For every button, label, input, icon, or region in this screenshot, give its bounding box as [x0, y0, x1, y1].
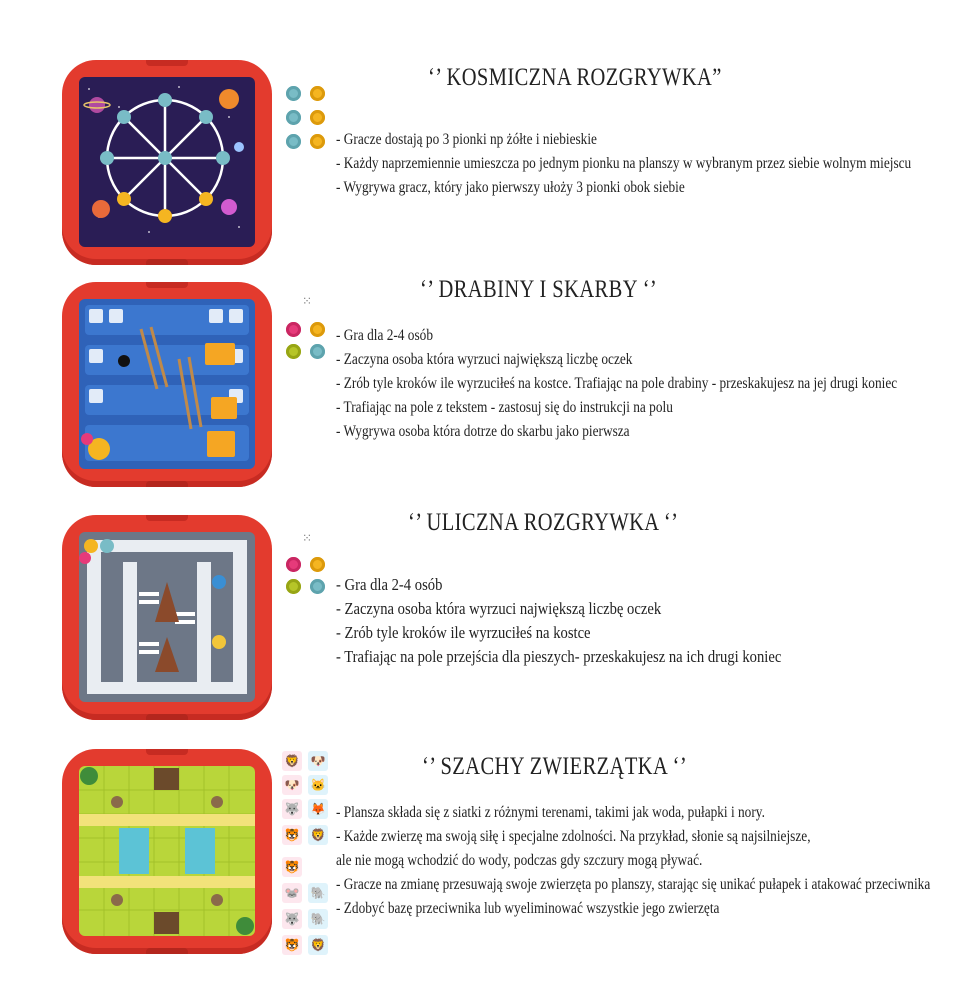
ladders-board [79, 299, 255, 469]
teal-piece-icon [310, 579, 325, 594]
rule-item: - Zrób tyle kroków ile wyrzuciłeś na kostce [336, 623, 591, 642]
yellow-piece-icon [310, 134, 325, 149]
pink-piece-icon [286, 322, 301, 337]
space-board-graphic [79, 77, 255, 247]
section-space-game [0, 0, 961, 250]
teal-piece-icon [286, 110, 301, 125]
rule-item: - Gra dla 2-4 osób [336, 575, 443, 594]
chess-board-frame [62, 749, 272, 954]
elephant-icon: 🐘 [308, 883, 328, 903]
lime-piece-icon [286, 579, 301, 594]
section-title: ‘’ DRABINY I SKARBY ‘’ [420, 276, 658, 303]
rule-item: - Każde zwierzę ma swoją siłę i specjalne zdolności. Na przykład, słonie są najsilniejsze, [336, 828, 811, 845]
rule-item: - Wygrywa gracz, który jako pierwszy ułoży 3 pionki obok siebie [336, 179, 685, 196]
rule-item: - Trafiając na pole przejścia dla pieszych- przeskakujesz na ich drugi koniec [336, 647, 782, 666]
rule-item: - Plansza składa się z siatki z różnymi terenami, takimi jak woda, pułapki i nory. [336, 804, 765, 821]
rules-list [336, 324, 897, 444]
chess-board-graphic [79, 766, 255, 936]
dog-icon: 🐶 [308, 751, 328, 771]
lime-piece-icon [286, 344, 301, 359]
space-board [79, 77, 255, 247]
rule-item: - Wygrywa osoba która dotrze do skarbu jako pierwsza [336, 423, 630, 440]
teal-piece-icon [286, 86, 301, 101]
section-ladders-game [0, 250, 961, 495]
tiger-icon: 🐯 [282, 825, 302, 845]
ladders-board-frame [62, 282, 272, 487]
space-board-frame [62, 60, 272, 265]
yellow-piece-icon [310, 110, 325, 125]
rule-item: - Gra dla 2-4 osób [336, 327, 433, 344]
street-board-graphic [79, 532, 255, 702]
section-title: ‘’ SZACHY ZWIERZĄTKA ‘’ [422, 753, 688, 780]
pink-piece-icon [286, 557, 301, 572]
section-title: ‘’ ULICZNA ROZGRYWKA ‘’ [408, 509, 679, 536]
fox-icon: 🦊 [308, 799, 328, 819]
dice-icon: ⁙ [302, 531, 313, 545]
teal-piece-icon [310, 344, 325, 359]
yellow-piece-icon [310, 86, 325, 101]
rule-item: ale nie mogą wchodzić do wody, podczas gdy szczury mogą pływać. [336, 852, 703, 869]
rule-item: - Gracze na zmianę przesuwają swoje zwierzęta po planszy, starając się unikać pułapek i atakować przeciwnika [336, 876, 931, 893]
elephant-icon: 🐘 [308, 909, 328, 929]
rules-list [336, 801, 930, 921]
rule-item: - Gracze dostają po 3 pionki np żółte i niebieskie [336, 131, 597, 148]
chess-board [79, 766, 255, 936]
lion-icon: 🦁 [308, 935, 328, 955]
teal-piece-icon [286, 134, 301, 149]
rule-item: - Każdy naprzemiennie umieszcza po jednym pionku na planszy w wybranym przez siebie wolnym miejscu [336, 155, 912, 172]
rule-item: - Zaczyna osoba która wyrzuci największą liczbę oczek [336, 351, 633, 368]
dog-icon: 🐶 [282, 775, 302, 795]
section-animal-chess [0, 735, 961, 1000]
yellow-piece-icon [310, 322, 325, 337]
cat-icon: 🐱 [308, 775, 328, 795]
lion-icon: 🦁 [308, 825, 328, 845]
section-title: ‘’ KOSMICZNA ROZGRYWKA” [428, 64, 722, 91]
wolf-icon: 🐺 [282, 799, 302, 819]
wolf-icon: 🐺 [282, 909, 302, 929]
tiger-icon: 🐯 [282, 857, 302, 877]
street-board-frame [62, 515, 272, 720]
ladders-board-graphic [79, 299, 255, 469]
lion-icon: 🦁 [282, 751, 302, 771]
rule-item: - Zrób tyle kroków ile wyrzuciłeś na kostce. Trafiając na pole drabiny - przeskakujesz na jej drugi koniec [336, 375, 898, 392]
rule-item: - Zaczyna osoba która wyrzuci największą liczbę oczek [336, 599, 662, 618]
mouse-icon: 🐭 [282, 883, 302, 903]
rules-list [336, 573, 781, 669]
yellow-piece-icon [310, 557, 325, 572]
rules-list [336, 128, 911, 200]
street-board [79, 532, 255, 702]
rule-item: - Trafiając na pole z tekstem - zastosuj się do instrukcji na polu [336, 399, 673, 416]
rule-item: - Zdobyć bazę przeciwnika lub wyeliminować wszystkie jego zwierzęta [336, 900, 720, 917]
tiger-icon: 🐯 [282, 935, 302, 955]
dice-icon: ⁙ [302, 294, 313, 308]
section-street-game [0, 495, 961, 735]
